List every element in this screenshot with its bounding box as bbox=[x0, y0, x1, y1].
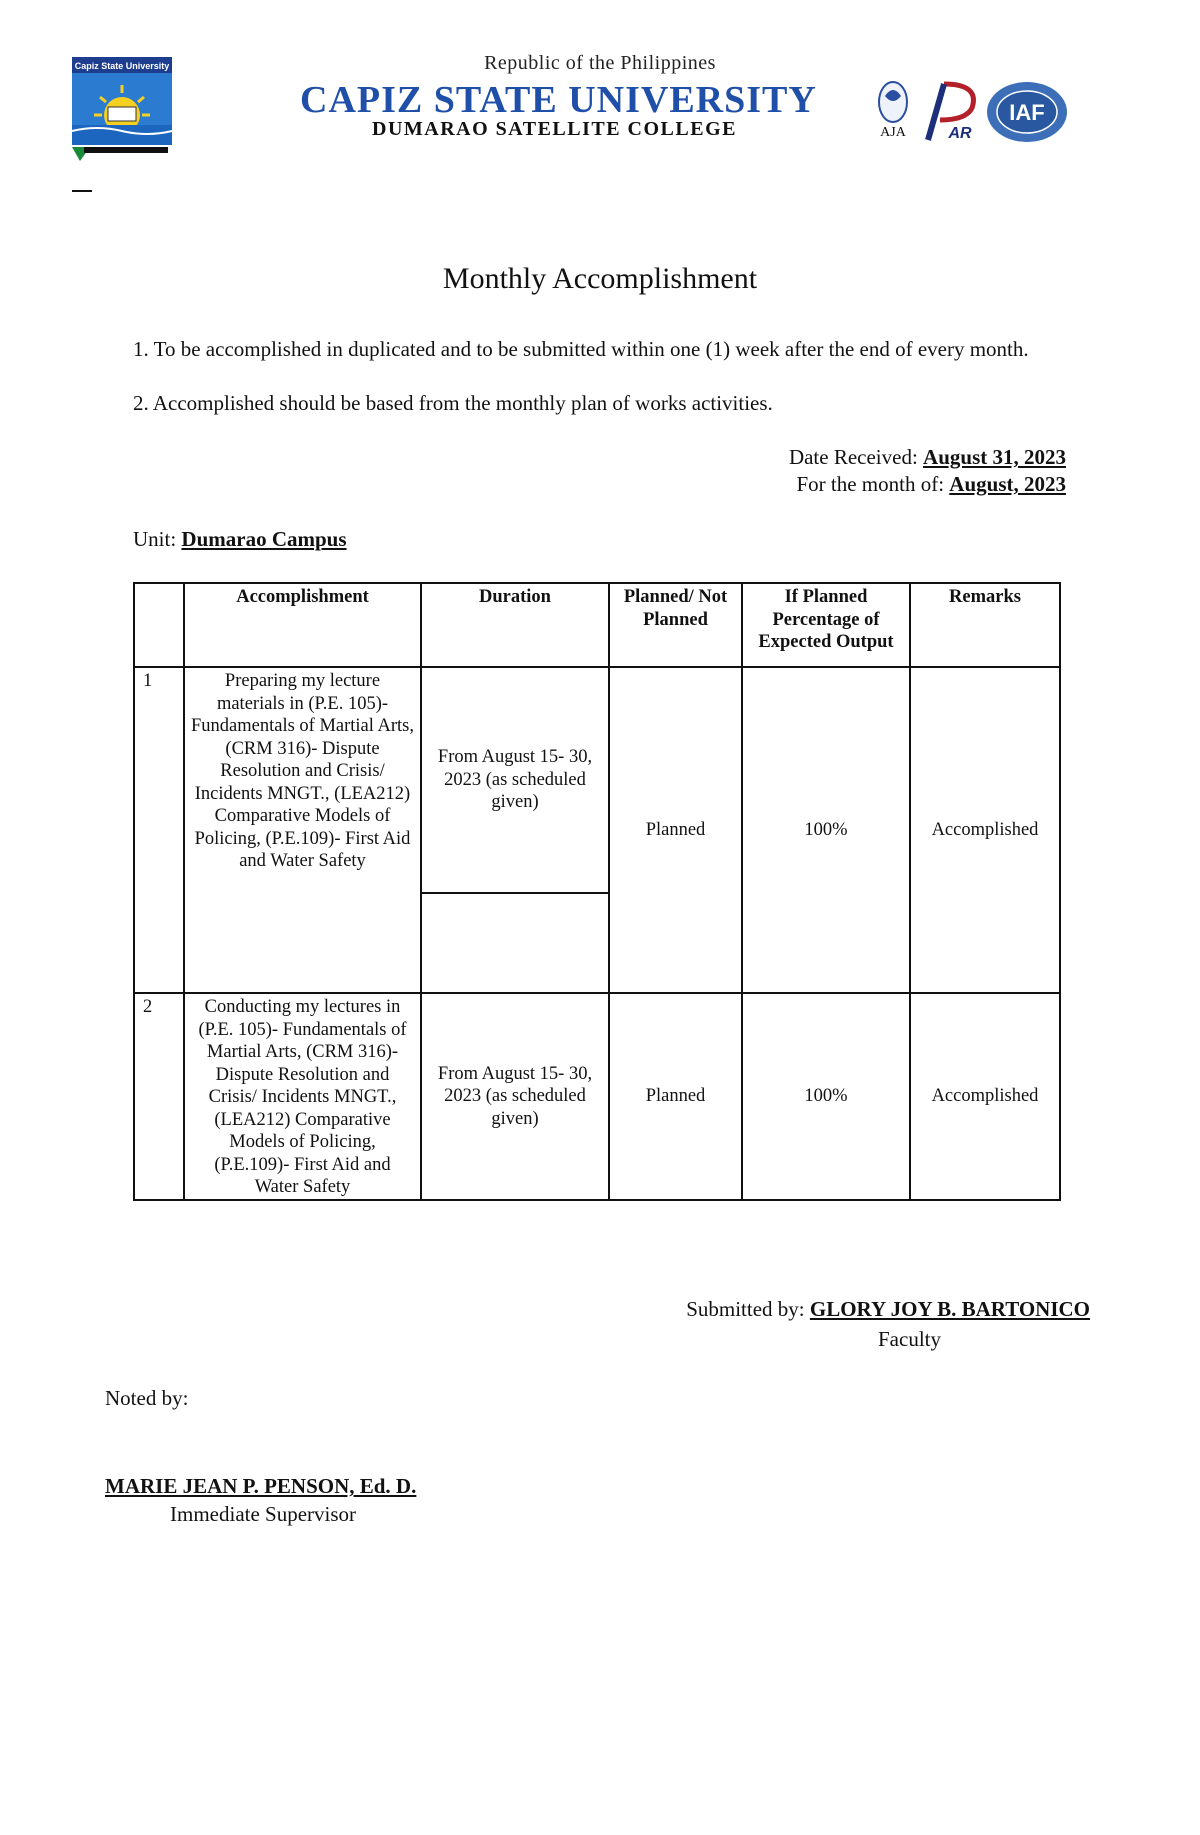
submitted-label: Submitted by: bbox=[686, 1297, 810, 1321]
page-title: Monthly Accomplishment bbox=[442, 262, 758, 295]
date-received-label: Date Received: bbox=[788, 445, 924, 469]
supervisor-role: Immediate Supervisor bbox=[170, 1502, 357, 1526]
iaf-logo bbox=[985, 80, 1069, 144]
header-percentage: If Planned Percentage of Expected Output bbox=[742, 583, 910, 667]
header-accomplishment: Accomplishment bbox=[184, 583, 421, 667]
instruction-2: 2. Accomplished should be based from the monthly plan of works activities. bbox=[133, 391, 773, 415]
table-row bbox=[134, 993, 1060, 1200]
header-number bbox=[134, 583, 184, 667]
for-the-month bbox=[796, 471, 1066, 498]
header-college: DUMARAO SATELLITE COLLEGE bbox=[372, 118, 737, 140]
unit-value: Dumarao Campus bbox=[181, 527, 347, 551]
row-planned: Planned bbox=[609, 667, 742, 993]
par-logo bbox=[922, 80, 982, 142]
logo-iaf-text: IAF bbox=[1009, 100, 1045, 125]
divider-dash bbox=[72, 190, 92, 192]
header-republic: Republic of the Philippines bbox=[484, 52, 716, 74]
date-received-value: August 31, 2023 bbox=[923, 445, 1066, 469]
row-percentage: 100% bbox=[742, 667, 910, 993]
row-duration: From August 15- 30, 2023 (as scheduled given) bbox=[421, 667, 609, 893]
row-remarks: Accomplished bbox=[910, 993, 1060, 1200]
row-remarks: Accomplished bbox=[910, 667, 1060, 993]
header-planned: Planned/ Not Planned bbox=[609, 583, 742, 667]
submitted-by bbox=[686, 1296, 1090, 1323]
header-university: CAPIZ STATE UNIVERSITY bbox=[300, 79, 817, 121]
row-accomplishment: Preparing my lecture materials in (P.E. 105)- Fundamentals of Martial Arts, (CRM 316)- Dispute Resolution and Crisis/ Incidents MNGT., (LEA212) Comparative Models of Policing, (P.E.109)- First Aid and Water Safety bbox=[184, 667, 421, 993]
instruction-1: 1. To be accomplished in duplicated and to be submitted within one (1) week after the end of every month. bbox=[133, 337, 1029, 361]
unit-label: Unit: bbox=[133, 527, 182, 551]
logo-aja-text: AJA bbox=[880, 125, 906, 140]
logo-par-text: AR bbox=[948, 125, 972, 142]
row-percentage: 100% bbox=[742, 993, 910, 1200]
row-duration: From August 15- 30, 2023 (as scheduled given) bbox=[421, 993, 609, 1200]
unit bbox=[133, 526, 347, 553]
logo-left-text: Capiz State University bbox=[74, 61, 170, 71]
empty-duration-cell bbox=[421, 893, 609, 993]
supervisor-name: MARIE JEAN P. PENSON, Ed. D. bbox=[105, 1474, 417, 1498]
row-planned: Planned bbox=[609, 993, 742, 1200]
month-value: August, 2023 bbox=[949, 472, 1066, 496]
header-remarks: Remarks bbox=[910, 583, 1060, 667]
aja-logo bbox=[873, 78, 913, 140]
row-number: 2 bbox=[134, 993, 184, 1200]
date-received bbox=[789, 444, 1066, 471]
table-header-row bbox=[134, 583, 1060, 667]
accomplishment-table bbox=[133, 582, 1059, 1198]
submitted-role: Faculty bbox=[878, 1327, 941, 1351]
row-accomplishment: Conducting my lectures in (P.E. 105)- Fundamentals of Martial Arts, (CRM 316)- Dispute Resolution and Crisis/ Incidents MNGT., (LEA212) Comparative Models of Policing, (P.E.109)- First Aid and Water Safety bbox=[184, 993, 421, 1200]
row-number: 1 bbox=[134, 667, 184, 993]
month-label: For the month of: bbox=[796, 472, 950, 496]
noted-by-label: Noted by: bbox=[105, 1386, 189, 1410]
header-duration: Duration bbox=[421, 583, 609, 667]
submitted-name: GLORY JOY B. BARTONICO bbox=[809, 1297, 1090, 1321]
table-row bbox=[134, 667, 1060, 893]
